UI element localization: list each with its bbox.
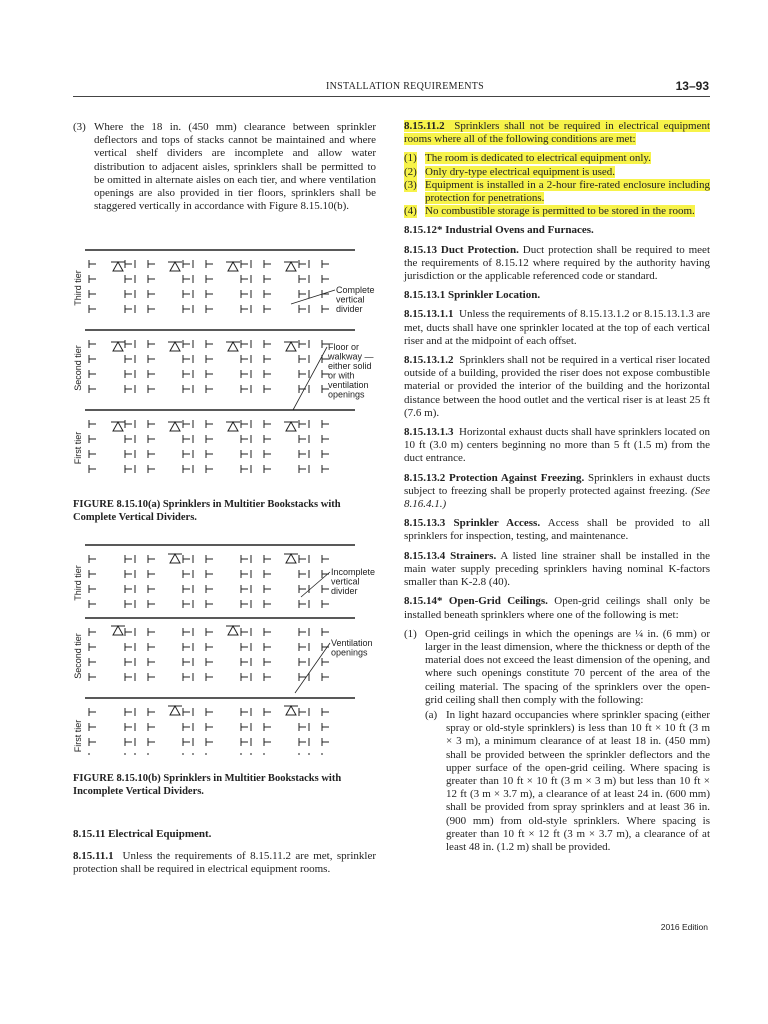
callout-leader [293, 347, 327, 410]
figure-8-15-10a [73, 240, 383, 524]
tier-label: First tier [73, 431, 83, 465]
figure-b-diagram [73, 535, 383, 755]
cross-reference: (See 8.16.4.1.) [404, 484, 710, 511]
sprinkler-icon [111, 262, 125, 271]
section-text: Access shall be provided to all sprinklers for inspection, testing, and maintenance. [404, 517, 710, 543]
callout-label: either solid [328, 361, 372, 371]
sprinkler-icon [226, 626, 240, 635]
sprinkler-icon [226, 262, 240, 271]
left-column [73, 121, 376, 213]
page-number: 13–93 [675, 79, 709, 93]
left-column-bottom [73, 828, 376, 883]
callout-leader [291, 290, 335, 304]
highlighted-text: 8.15.11.2 Sprinklers shall not be required in electrical equipment rooms where all of the following conditions are met: [404, 120, 711, 146]
figure-a-caption: FIGURE 8.15.10(a) Sprinklers in Multitier Bookstacks with Complete Vertical Dividers. [73, 499, 341, 523]
section-text: Sprinklers in exhaust ducts subject to freezing shall be properly protected against freezing. [404, 471, 710, 497]
sprinkler-icon [111, 626, 125, 635]
section-text: Horizontal exhaust ducts shall have sprinklers located on 10 ft (3.0 m) centers beginning no more than 5 ft (1.5 m) from the duct entrance. [404, 426, 710, 465]
sprinkler-icon [111, 422, 125, 431]
tier-label: First tier [73, 719, 83, 753]
callout-label: Incomplete [331, 567, 376, 577]
callout-label: Floor or [328, 342, 360, 352]
list-subitem-a: (a) In light hazard occupancies where sprinkler spacing (either spray or old-style sprinklers) is less than 10 ft × 10 ft (3 m × 3 m), a minimum clearance of at least 18 in. (450 mm) shall be provided between the sprinkler deflectors and the upper surface of the open-grid ceiling. Where spacing is greater than 10 ft × 10 ft (3 m × 3 m) but less than 10 ft × 12 ft (3 m × 3.7 m), a clearance of at least 24 in. (600 mm) shall be provided from spray sprinklers and at least 36 in. (900 mm) from old-style sprinklers. Where spacing is greater than 10 ft × 12 ft (3 m × 3.7 m), a clearance of at least 48 in. (1.2 m) shall be provided. [425, 708, 710, 853]
section-text: Sprinklers shall not be required in a vertical riser located outside of a building, provided the riser does not expose combustible material or provided the interior of the building and the horizontal distance between the hood outlet and the vertical riser is at least 25 ft (7.6 m). [404, 354, 710, 419]
sprinkler-icon [284, 554, 298, 563]
sprinkler-icon [284, 706, 298, 715]
callout-leader [301, 572, 330, 597]
callout-label: ventilation [328, 380, 369, 390]
list-item-1: (1) Open-grid ceilings in which the openings are ¼ in. (6 mm) or larger in the least dimension, where the thickness or depth of the material does not exceed the least dimension of the opening, and where such openings constitute 70 percent of the area of the ceiling material. The spacing of the sprinklers over the open-grid ceiling shall then comply with the following: (a) In light hazard occupancies where sprinkler spacing (either spray or old-style sprinklers) is less than 10 ft × 10 ft (3 m × 3 m), a minimum clearance of at least 18 in. (450 mm) shall be provided between the sprinkler deflectors and the upper surface of the open-grid ceiling. Where spacing is greater than 10 ft × 10 ft (3 m × 3 m) but less than 10 ft × 12 ft (3 m × 3.7 m), a clearance of at least 24 in. (600 mm) shall be provided from spray sprinklers and at least 36 in. (900 mm) from old-style sprinklers. Where spacing is greater than 10 ft × 12 ft (3 m × 3.7 m), a clearance of at least 48 in. (1.2 m) shall be provided. [404, 627, 710, 853]
running-header-title: INSTALLATION REQUIREMENTS [325, 81, 485, 92]
section-number: 8.15.13 Duct Protection. [404, 243, 519, 256]
edition-footer: 2016 Edition [660, 922, 708, 932]
section-number: 8.15.13.4 Strainers. [404, 549, 497, 562]
tier-label: Second tier [73, 633, 83, 679]
section-heading: 8.15.13.1 Sprinkler Location. [404, 289, 541, 302]
sprinkler-icon [284, 342, 298, 351]
callout-label: openings [328, 389, 365, 400]
section-text: Open-grid ceilings shall only be installed beneath sprinklers where one of the following is met: [404, 595, 711, 621]
sprinkler-icon [226, 342, 240, 351]
section-number: 8.15.14* Open-Grid Ceilings. [404, 595, 548, 608]
condition-item: (1) The room is dedicated to electrical equipment only. [404, 152, 651, 165]
callout-label: divider [336, 304, 363, 314]
sprinkler-icon [168, 422, 182, 431]
figure-b-caption: FIGURE 8.15.10(b) Sprinklers in Multitier Bookstacks with Incomplete Vertical Dividers. [73, 773, 342, 797]
section-number: 8.15.13.1.3 [404, 426, 454, 439]
section-number: 8.15.13.3 Sprinkler Access. [404, 517, 541, 530]
callout-label: walkway — [328, 351, 374, 362]
condition-item: (2) Only dry-type electrical equipment is used. [404, 165, 615, 178]
callout-label: divider [331, 586, 358, 596]
callout-leader [295, 643, 330, 693]
section-text: A listed line strainer shall be installed in the main water supply preceding sprinklers having nominal K-factors smaller than K-2.8 (40). [404, 549, 710, 589]
condition-list [404, 152, 710, 218]
sprinkler-icon [111, 342, 125, 351]
sprinkler-icon [168, 262, 182, 271]
sprinkler-icon [168, 554, 182, 563]
callout-label: or with [328, 370, 355, 381]
section-text: Duct protection shall be required to meet the requirements of 8.15.12 where required by the authority having jurisdiction or the applicable referenced code or standard. [404, 243, 710, 283]
condition-item: (3) Equipment is installed in a 2-hour fire-rated enclosure including protection for penetrations. [404, 178, 710, 205]
section-heading: 8.15.12* Industrial Ovens and Furnaces. [404, 224, 594, 237]
section-heading: 8.15.11 Electrical Equipment. [73, 828, 212, 840]
header-rule [73, 96, 710, 97]
callout-label: vertical [331, 576, 360, 587]
callout-label: vertical [336, 294, 365, 305]
sprinkler-icon [284, 262, 298, 271]
sprinkler-icon [226, 422, 240, 431]
sprinkler-icon [168, 342, 182, 351]
callout-label: Ventilation [331, 638, 373, 648]
figure-8-15-10b [73, 535, 383, 798]
section-number: 8.15.11.1 [73, 850, 114, 863]
list-item-3 [73, 121, 376, 213]
list-text: Where the 18 in. (450 mm) clearance between sprinkler deflectors and tops of stacks cannot be maintained and where vertical shelf dividers are incomplete and allow water distribution to adjacent aisles, sprinklers shall be permitted to be omitted in alternate aisles on each tier, and where ventilation openings are also provided in tier floors, sprinklers shall be staggered vertically in accordance with Figure 8.15.10(b). [94, 121, 376, 213]
tier-label: Second tier [73, 345, 83, 391]
sprinkler-icon [284, 422, 298, 431]
section-number: 8.15.13.2 Protection Against Freezing. [404, 471, 585, 484]
section-number: 8.15.13.1.2 [404, 354, 454, 367]
list-number: (3) [73, 121, 86, 133]
tier-label: Third tier [73, 270, 83, 306]
condition-item: (4) No combustible storage is permitted to be stored in the room. [404, 205, 695, 218]
tier-label: Third tier [73, 565, 83, 601]
callout-label: openings [331, 647, 368, 658]
figure-a-diagram [73, 240, 383, 480]
right-column [404, 120, 710, 856]
section-number: 8.15.13.1.1 [404, 308, 454, 321]
section-text: Unless the requirements of 8.15.11.2 are met, sprinkler protection shall be required in electrical equipment rooms. [73, 850, 377, 876]
callout-label: Complete [336, 285, 375, 295]
section-text: Unless the requirements of 8.15.13.1.2 or 8.15.13.1.3 are met, ducts shall have one sprinkler located at the top of each vertical riser and at the midpoint of each offset. [404, 308, 711, 347]
sprinkler-icon [168, 706, 182, 715]
